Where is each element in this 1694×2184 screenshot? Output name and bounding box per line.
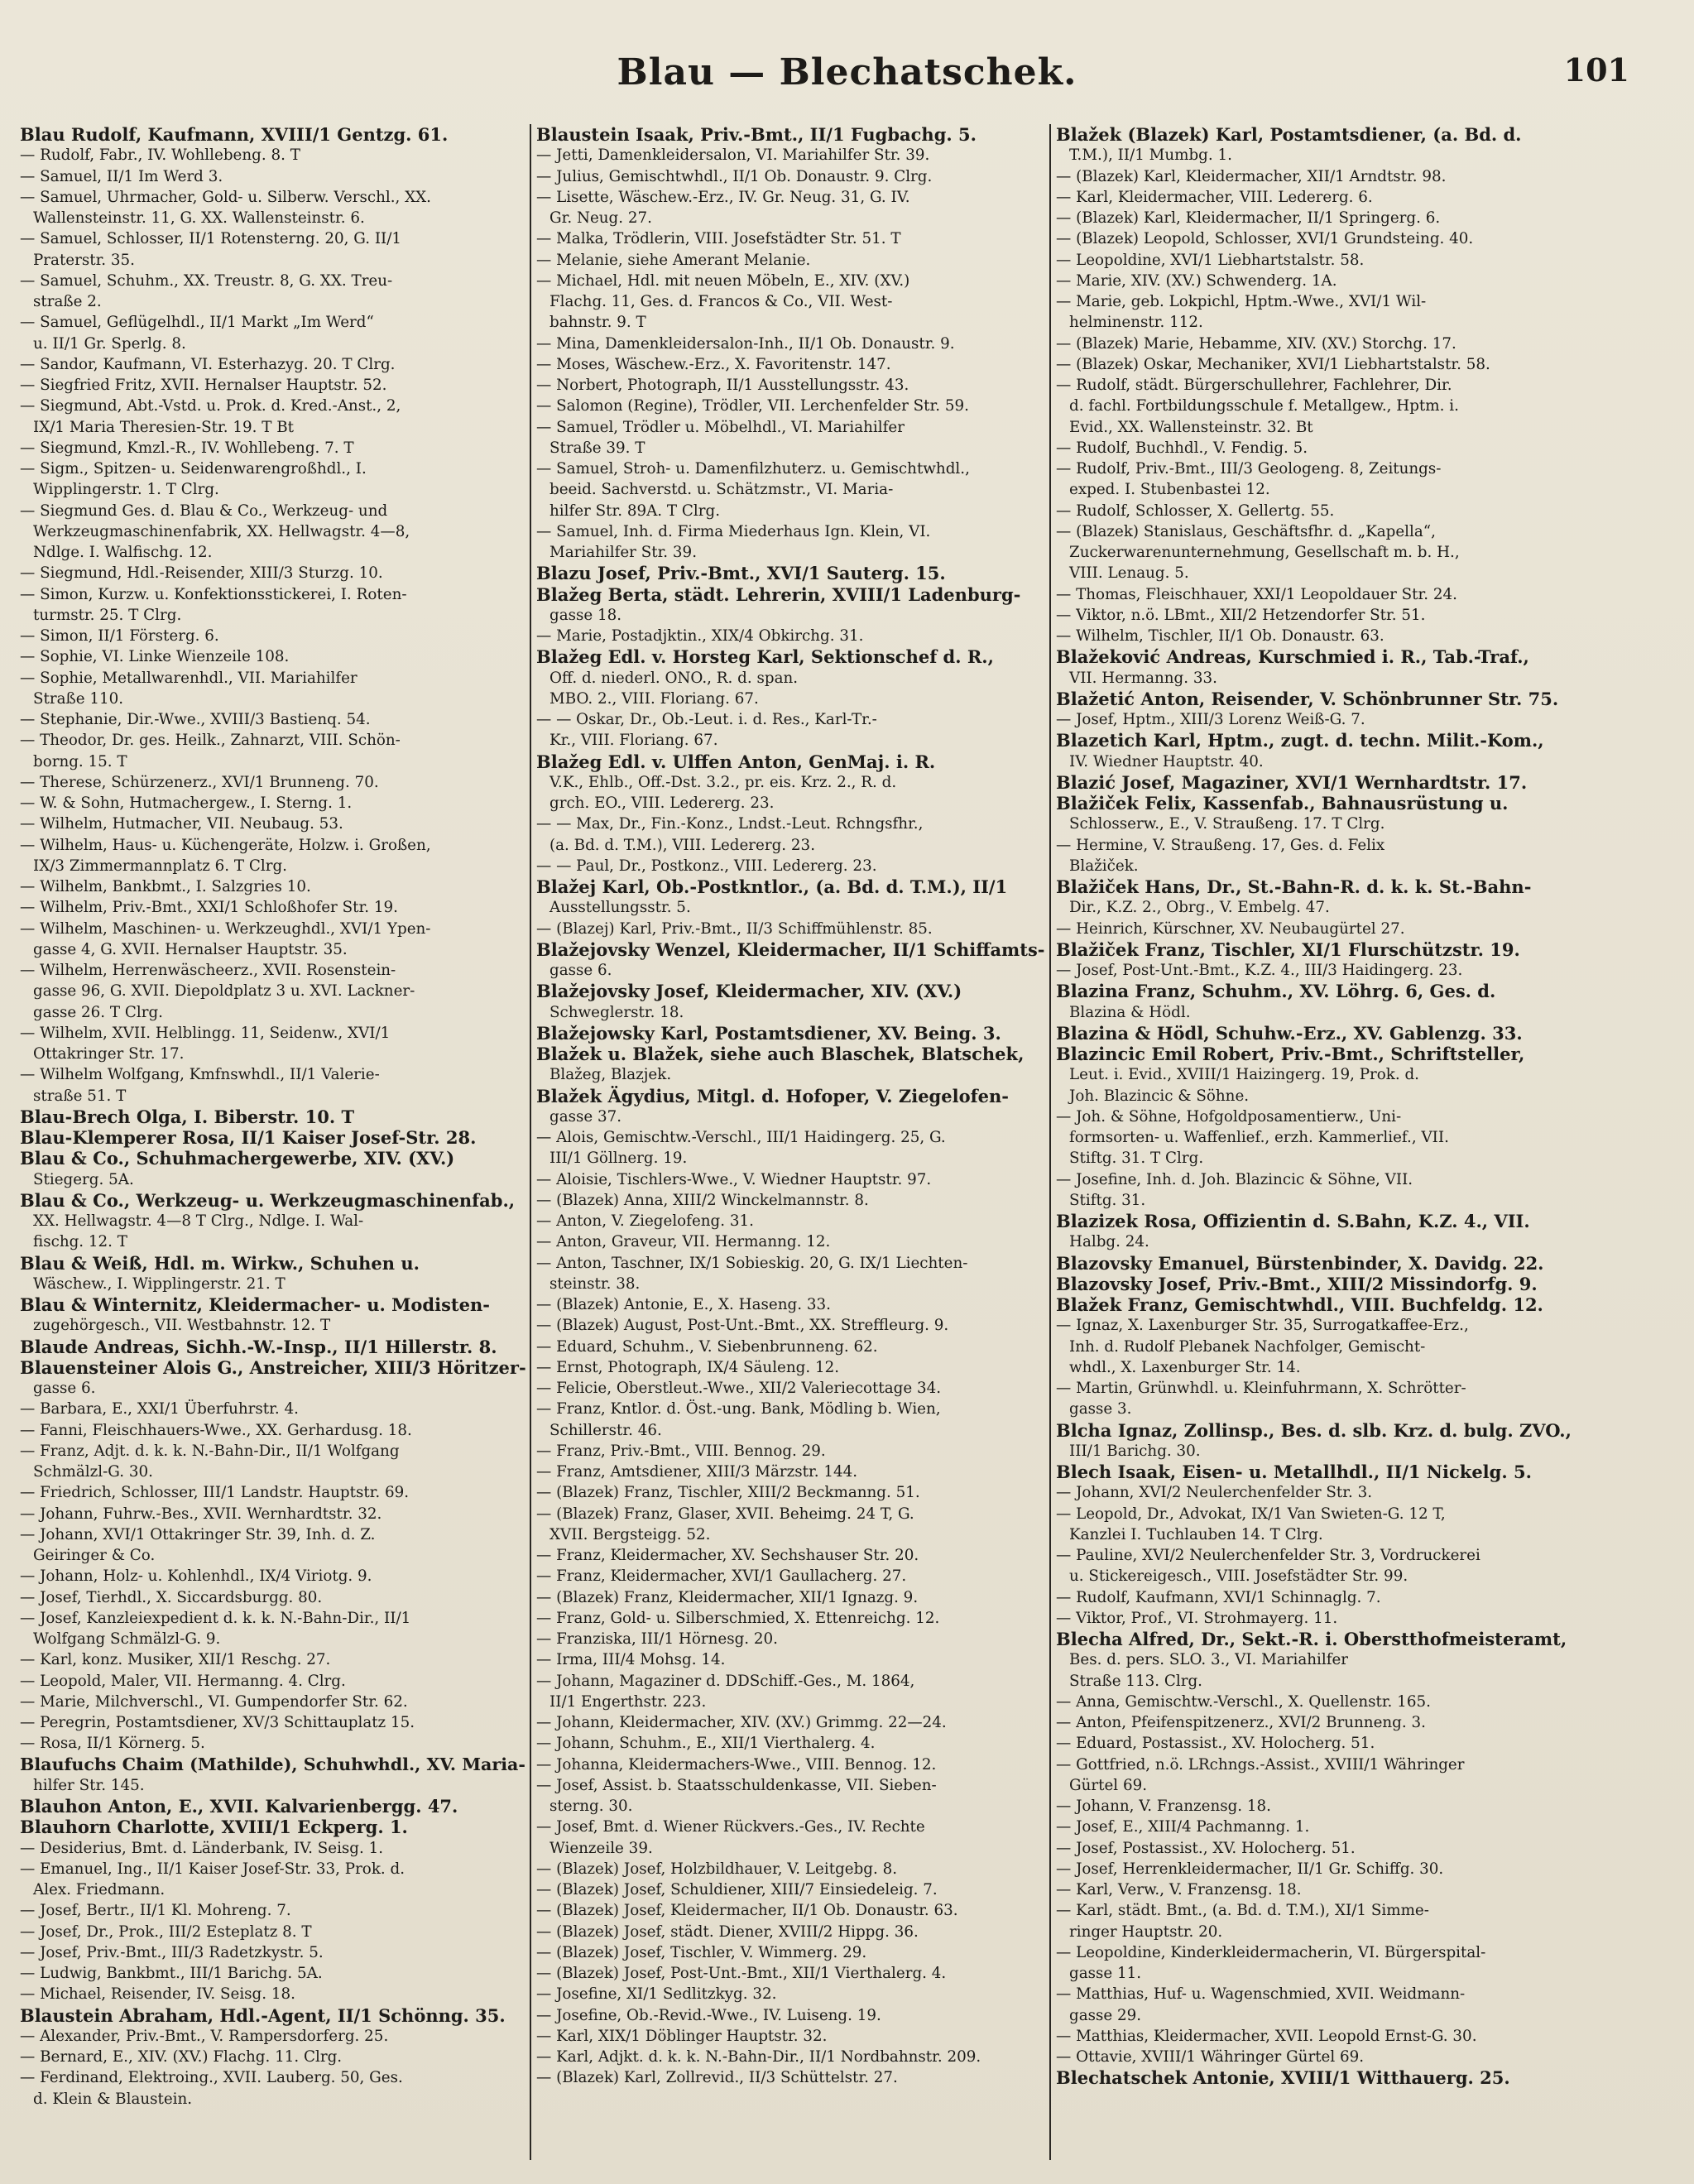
directory-entry: — Anton, Graveur, VII. Hermanng. 12. bbox=[536, 1233, 831, 1251]
directory-entry: — Simon, Kurzw. u. Konfektionsstickerei, I. Roten- bbox=[20, 585, 407, 603]
directory-entry-heading: Blau Rudolf, Kaufmann, XVIII/1 Gentzg. 61. bbox=[20, 124, 449, 145]
directory-entry-continuation: d. fachl. Fortbildungsschule f. Metallgew., Hptm. i. bbox=[1069, 397, 1459, 415]
directory-entry: — Marie, Milchverschl., VI. Gumpendorfer Str. 62. bbox=[20, 1692, 408, 1711]
directory-entry: — Ernst, Photograph, IX/4 Säuleng. 12. bbox=[536, 1358, 840, 1376]
directory-entry: — (Blazek) Marie, Hebamme, XIV. (XV.) Storchg. 17. bbox=[1056, 334, 1456, 353]
directory-entry: — Mina, Damenkleidersalon-Inh., II/1 Ob. Donaustr. 9. bbox=[536, 334, 955, 353]
directory-entry: — Alois, Gemischtw.-Verschl., III/1 Haidingerg. 25, G. bbox=[536, 1129, 946, 1146]
directory-entry: — Gottfried, n.ö. LRchngs.-Assist., XVIII/1 Währinger bbox=[1056, 1755, 1465, 1774]
directory-entry: — Rudolf, Priv.-Bmt., III/3 Geologeng. 8, Zeitungs- bbox=[1056, 460, 1442, 478]
directory-entry: — Josef, Dr., Prok., III/2 Esteplatz 8. T bbox=[20, 1922, 312, 1941]
directory-entry-heading: Blech Isaak, Eisen- u. Metallhdl., II/1 Nickelg. 5. bbox=[1056, 1462, 1532, 1482]
directory-entry-heading: Blažejowsky Karl, Postamtsdiener, XV. Being. 3. bbox=[536, 1022, 1001, 1044]
directory-entry: — Lisette, Wäschew.-Erz., IV. Gr. Neug. 31, G. IV. bbox=[536, 188, 910, 206]
directory-entry-heading: Blaude Andreas, Sichh.-W.-Insp., II/1 Hillerstr. 8. bbox=[20, 1336, 497, 1357]
directory-entry-continuation: straße 2. bbox=[33, 293, 102, 310]
directory-entry: — Anton, V. Ziegelofeng. 31. bbox=[536, 1212, 754, 1230]
directory-entry: — Wilhelm, Hutmacher, VII. Neubaug. 53. bbox=[20, 815, 343, 833]
directory-entry-continuation: ringer Hauptstr. 20. bbox=[1069, 1922, 1223, 1941]
directory-entry-heading: Blaufuchs Chaim (Mathilde), Schuhwhdl., XV. Maria- bbox=[20, 1754, 525, 1774]
directory-entry-continuation: grch. EO., VIII. Ledererg. 23. bbox=[549, 794, 775, 812]
directory-entry-heading: Blauhon Anton, E., XVII. Kalvarienbergg. 47. bbox=[20, 1796, 458, 1817]
directory-entry: — Josef, Priv.-Bmt., III/3 Radetzkystr. 5. bbox=[20, 1943, 324, 1961]
directory-entry-continuation: sterng. 30. bbox=[549, 1798, 633, 1815]
directory-entry: — Pauline, XVI/2 Neulerchenfelder Str. 3, Vordruckerei bbox=[1056, 1547, 1480, 1564]
directory-entry: — Michael, Reisender, IV. Seisg. 18. bbox=[20, 1985, 295, 2004]
directory-entry-continuation: Off. d. niederl. ONO., R. d. span. bbox=[549, 669, 799, 687]
directory-entry: — (Blazej) Karl, Priv.-Bmt., II/3 Schiffmühlenstr. 85. bbox=[536, 919, 933, 938]
directory-entry: — Johann, Kleidermacher, XIV. (XV.) Grimmg. 22—24. bbox=[536, 1714, 947, 1731]
directory-entry: — Franziska, III/1 Hörnesg. 20. bbox=[536, 1630, 778, 1648]
directory-entry-continuation: u. II/1 Gr. Sperlg. 8. bbox=[33, 334, 186, 353]
directory-entry: — Sigm., Spitzen- u. Seidenwarengroßhdl., I. bbox=[20, 460, 367, 478]
directory-entry-continuation: Mariahilfer Str. 39. bbox=[549, 544, 698, 561]
directory-entry-continuation: gasse 29. bbox=[1069, 2006, 1142, 2024]
directory-entry-continuation: Alex. Friedmann. bbox=[33, 1881, 166, 1898]
directory-entry-continuation: gasse 6. bbox=[549, 962, 612, 979]
directory-entry-continuation: borng. 15. T bbox=[33, 752, 127, 770]
directory-entry-continuation: Joh. Blazincic & Söhne. bbox=[1069, 1087, 1250, 1105]
directory-entry-heading: Blaustein Abraham, Hdl.-Agent, II/1 Schönng. 35. bbox=[20, 2004, 506, 2026]
directory-entry-continuation: Straße 110. bbox=[33, 689, 124, 708]
directory-entry: — Josef, Kanzleiexpedient d. k. k. N.-Bahn-Dir., II/1 bbox=[20, 1609, 411, 1627]
directory-entry: — (Blazek) Josef, Post-Unt.-Bmt., XII/1 Vierthalerg. 4. bbox=[536, 1965, 947, 1982]
directory-entry-heading: Blažeg Edl. v. Ulffen Anton, GenMaj. i. R. bbox=[536, 751, 936, 772]
directory-entry-heading: Blažiček Felix, Kassenfab., Bahnausrüstung u. bbox=[1056, 793, 1509, 814]
directory-entry: — Josefine, Ob.-Revid.-Wwe., IV. Luiseng. 19. bbox=[536, 2006, 881, 2024]
directory-entry-continuation: exped. I. Stubenbastei 12. bbox=[1069, 481, 1270, 499]
directory-entry: — Karl, Kleidermacher, VIII. Ledererg. 6. bbox=[1056, 188, 1373, 206]
directory-entry: — Malka, Trödlerin, VIII. Josefstädter Str. 51. T bbox=[536, 230, 901, 248]
directory-entry-continuation: d. Klein & Blaustein. bbox=[33, 2090, 193, 2108]
directory-entry: — (Blazek) Josef, Kleidermacher, II/1 Ob. Donaustr. 63. bbox=[536, 1902, 958, 1920]
directory-entry-continuation: gasse 18. bbox=[549, 606, 622, 624]
directory-entry-continuation: straße 51. T bbox=[33, 1087, 127, 1105]
directory-entry: — W. & Sohn, Hutmachergew., I. Sterng. 1. bbox=[20, 794, 353, 812]
directory-entry: — Anton, Taschner, IX/1 Sobieskig. 20, G. IX/1 Liechten- bbox=[536, 1254, 968, 1272]
directory-entry: — Karl, städt. Bmt., (a. Bd. d. T.M.), XI/1 Simme- bbox=[1056, 1902, 1429, 1920]
directory-entry-continuation: Wäschew., I. Wipplingerstr. 21. T bbox=[33, 1274, 286, 1293]
directory-entry-continuation: Schlosserw., E., V. Straußeng. 17. T Clrg. bbox=[1069, 815, 1385, 833]
directory-entry: — Josef, Postassist., XV. Holocherg. 51. bbox=[1056, 1839, 1356, 1857]
directory-entry: — — Paul, Dr., Postkonz., VIII. Ledererg. 23. bbox=[536, 857, 877, 875]
directory-entry: — (Blazek) Stanislaus, Geschäftsfhr. d. „Kapella“, bbox=[1056, 522, 1436, 540]
directory-entry: — Samuel, Inh. d. Firma Miederhaus Ign. Klein, VI. bbox=[536, 522, 931, 540]
directory-entry: — Karl, XIX/1 Döblinger Hauptstr. 32. bbox=[536, 2027, 828, 2045]
directory-entry-continuation: XVII. Bergsteigg. 52. bbox=[549, 1525, 711, 1543]
directory-entry: — Franz, Gold- u. Silberschmied, X. Ettenreichg. 12. bbox=[536, 1609, 940, 1627]
directory-entry-continuation: gasse 3. bbox=[1069, 1400, 1132, 1418]
directory-entry: — Matthias, Huf- u. Wagenschmied, XVII. Weidmann- bbox=[1056, 1985, 1466, 2004]
directory-entry-heading: Blažeković Andreas, Kurschmied i. R., Tab.-Traf., bbox=[1056, 646, 1529, 668]
directory-entry-heading: Blazizek Rosa, Offizientin d. S.Bahn, K.Z. 4., VII. bbox=[1056, 1211, 1530, 1231]
directory-entry-heading: Blazina & Hödl, Schuhw.-Erz., XV. Gablenzg. 33. bbox=[1056, 1022, 1523, 1044]
directory-entry: — Leopoldine, XVI/1 Liebhartstalstr. 58. bbox=[1056, 251, 1365, 269]
directory-entry: — Samuel, Trödler u. Möbelhdl., VI. Mariahilfer bbox=[536, 418, 905, 436]
directory-entry: — Salomon (Regine), Trödler, VII. Lerchenfelder Str. 59. bbox=[536, 397, 969, 415]
directory-entry-continuation: Inh. d. Rudolf Plebanek Nachfolger, Gemischt- bbox=[1069, 1337, 1426, 1356]
directory-entry: — (Blazek) Karl, Kleidermacher, II/1 Springerg. 6. bbox=[1056, 209, 1441, 227]
directory-entry: — Peregrin, Postamtsdiener, XV/3 Schittauplatz 15. bbox=[20, 1714, 415, 1731]
directory-entry: — Samuel, Schlosser, II/1 Rotensterng. 20, G. II/1 bbox=[20, 230, 402, 248]
directory-entry: — (Blazek) Josef, Holzbildhauer, V. Leitgebg. 8. bbox=[536, 1860, 898, 1878]
directory-entry: — Viktor, n.ö. LBmt., XII/2 Hetzendorfer Str. 51. bbox=[1056, 606, 1426, 624]
directory-entry: — Anton, Pfeifenspitzenerz., XVI/2 Brunneng. 3. bbox=[1056, 1714, 1426, 1731]
directory-entry-continuation: Blažeg, Blazjek. bbox=[549, 1066, 672, 1084]
directory-entry-continuation: Straße 39. T bbox=[549, 439, 645, 457]
directory-entry-continuation: formsorten- u. Waffenlief., erzh. Kammerlief., VII. bbox=[1069, 1129, 1449, 1146]
directory-entry: — Moses, Wäschew.-Erz., X. Favoritenstr. 147. bbox=[536, 355, 891, 373]
directory-entry: — Franz, Priv.-Bmt., VIII. Bennog. 29. bbox=[536, 1442, 826, 1460]
directory-entry: — Rudolf, Fabr., IV. Wohllebeng. 8. T bbox=[20, 146, 300, 165]
directory-entry-continuation: whdl., X. Laxenburger Str. 14. bbox=[1069, 1358, 1301, 1376]
directory-entry: — Franz, Amtsdiener, XIII/3 Märzstr. 144. bbox=[536, 1463, 858, 1481]
directory-entry-continuation: helminenstr. 112. bbox=[1069, 314, 1203, 332]
directory-entry-continuation: II/1 Engerthstr. 223. bbox=[549, 1692, 707, 1711]
directory-entry-heading: Blažejovsky Wenzel, Kleidermacher, II/1 Schiffamts- bbox=[536, 938, 1045, 960]
directory-entry: — Theodor, Dr. ges. Heilk., Zahnarzt, VIII. Schön- bbox=[20, 732, 401, 750]
directory-entry-continuation: hilfer Str. 145. bbox=[33, 1776, 145, 1794]
directory-entry: — Johann, Holz- u. Kohlenhdl., IX/4 Viriotg. 9. bbox=[20, 1567, 372, 1586]
directory-entry-continuation: Evid., XX. Wallensteinstr. 32. Bt bbox=[1069, 418, 1313, 436]
directory-entry-continuation: Wolfgang Schmälzl-G. 9. bbox=[33, 1630, 221, 1648]
directory-entry-continuation: Gr. Neug. 27. bbox=[549, 209, 652, 227]
directory-entry: — Karl, Verw., V. Franzensg. 18. bbox=[1056, 1881, 1302, 1898]
directory-entry-continuation: fischg. 12. T bbox=[33, 1233, 127, 1251]
directory-entry: — Rudolf, Kaufmann, XVI/1 Schinnaglg. 7. bbox=[1056, 1588, 1381, 1606]
directory-entry: — Siegmund, Abt.-Vstd. u. Prok. d. Kred.-Anst., 2, bbox=[20, 397, 401, 415]
directory-entry-heading: Blazetich Karl, Hptm., zugt. d. techn. Milit.-Kom., bbox=[1056, 730, 1544, 751]
directory-entry: — (Blazek) August, Post-Unt.-Bmt., XX. Streffleurg. 9. bbox=[536, 1317, 949, 1335]
directory-entry: — Samuel, Uhrmacher, Gold- u. Silberw. Verschl., XX. bbox=[20, 188, 431, 206]
directory-entry-continuation: beeid. Sachverstd. u. Schätzmstr., VI. Maria- bbox=[549, 481, 894, 499]
directory-entry: — Thomas, Fleischhauer, XXI/1 Leopoldauer Str. 24. bbox=[1056, 585, 1457, 603]
directory-entry: — Therese, Schürzenerz., XVI/1 Brunneng. 70. bbox=[20, 773, 379, 791]
directory-entry-heading: Blauhorn Charlotte, XVIII/1 Eckperg. 1. bbox=[20, 1817, 408, 1838]
directory-entry-continuation: Gürtel 69. bbox=[1069, 1776, 1148, 1794]
directory-entry: — Josef, Bmt. d. Wiener Rückvers.-Ges., IV. Rechte bbox=[536, 1818, 925, 1836]
directory-entry: — Franz, Kleidermacher, XV. Sechshauser Str. 20. bbox=[536, 1547, 919, 1564]
directory-entry: — Johanna, Kleidermachers-Wwe., VIII. Bennog. 12. bbox=[536, 1755, 937, 1774]
directory-entry-continuation: Stiftg. 31. T Clrg. bbox=[1069, 1150, 1204, 1168]
directory-entry-continuation: zugehörgesch., VII. Westbahnstr. 12. T bbox=[33, 1317, 331, 1335]
directory-entry-continuation: MBO. 2., VIII. Floriang. 67. bbox=[549, 689, 759, 708]
directory-entry: — Wilhelm, Tischler, II/1 Ob. Donaustr. 63. bbox=[1056, 627, 1384, 645]
directory-entry: — Josef, Tierhdl., X. Siccardsburgg. 80. bbox=[20, 1588, 323, 1606]
directory-entry: — Samuel, Geflügelhdl., II/1 Markt „Im Werd“ bbox=[20, 314, 374, 332]
directory-entry: — Johann, Magaziner d. DDSchiff.-Ges., M. 1864, bbox=[536, 1672, 915, 1690]
directory-entry: — Bernard, E., XIV. (XV.) Flachg. 11. Clrg. bbox=[20, 2048, 343, 2066]
directory-entry-heading: Blažek (Blazek) Karl, Postamtsdiener, (a. Bd. d. bbox=[1056, 124, 1522, 145]
directory-entry: — (Blazek) Oskar, Mechaniker, XVI/1 Liebhartstalstr. 58. bbox=[1056, 355, 1490, 373]
directory-entry-heading: Blaustein Isaak, Priv.-Bmt., II/1 Fugbachg. 5. bbox=[536, 124, 977, 145]
directory-entry: — (Blazek) Karl, Zollrevid., II/3 Schüttelstr. 27. bbox=[536, 2069, 898, 2087]
directory-entry-heading: Blazincic Emil Robert, Priv.-Bmt., Schriftsteller, bbox=[1056, 1044, 1525, 1064]
directory-entry-heading: Blau & Weiß, Hdl. m. Wirkw., Schuhen u. bbox=[20, 1252, 420, 1274]
directory-entry-continuation: V.K., Ehlb., Off.-Dst. 3.2., pr. eis. Krz. 2., R. d. bbox=[549, 773, 897, 791]
directory-entry: — Rosa, II/1 Körnerg. 5. bbox=[20, 1735, 205, 1753]
directory-entry: — Marie, XIV. (XV.) Schwenderg. 1A. bbox=[1056, 271, 1337, 290]
directory-entry: — Ottavie, XVIII/1 Währinger Gürtel 69. bbox=[1056, 2048, 1365, 2066]
directory-entry: — (Blazek) Josef, Schuldiener, XIII/7 Einsiedeleig. 7. bbox=[536, 1881, 938, 1898]
directory-entry-heading: Blau-Klemperer Rosa, II/1 Kaiser Josef-Str. 28. bbox=[20, 1127, 477, 1148]
directory-entry-continuation: Praterstr. 35. bbox=[33, 251, 135, 269]
directory-entry-heading: Blau & Winternitz, Kleidermacher- u. Modisten- bbox=[20, 1294, 490, 1315]
directory-entry-heading: Blauensteiner Alois G., Anstreicher, XIII/3 Höritzer- bbox=[20, 1356, 526, 1378]
directory-entry-heading: Blažek u. Blažek, siehe auch Blaschek, Blatschek, bbox=[536, 1044, 1025, 1064]
directory-entry: — Irma, III/4 Mohsg. 14. bbox=[536, 1651, 726, 1669]
directory-entry-continuation: Ausstellungsstr. 5. bbox=[549, 899, 691, 917]
directory-entry-continuation: Stiftg. 31. bbox=[1069, 1191, 1146, 1209]
directory-entry-heading: Blau & Co., Schuhmachergewerbe, XIV. (XV.) bbox=[20, 1148, 455, 1169]
directory-entry: — Viktor, Prof., VI. Strohmayerg. 11. bbox=[1056, 1609, 1338, 1627]
directory-entry-continuation: u. Stickereigesch., VIII. Josefstädter Str. 99. bbox=[1069, 1567, 1408, 1586]
directory-entry-continuation: Wienzeile 39. bbox=[549, 1839, 653, 1857]
directory-entry: — Franz, Kntlor. d. Öst.-ung. Bank, Mödling b. Wien, bbox=[536, 1400, 941, 1418]
directory-entry-heading: Blazu Josef, Priv.-Bmt., XVI/1 Sauterg. 15. bbox=[536, 563, 946, 584]
directory-entry-heading: Blažiček Franz, Tischler, XI/1 Flurschützstr. 19. bbox=[1056, 938, 1520, 960]
directory-entry-heading: Blazić Josef, Magaziner, XVI/1 Wernhardtstr. 17. bbox=[1056, 771, 1528, 793]
directory-entry: — Leopoldine, Kinderkleidermacherin, VI. Bürgerspital- bbox=[1056, 1943, 1486, 1961]
directory-entry: — Johann, Fuhrw.-Bes., XVII. Wernhardtstr. 32. bbox=[20, 1505, 382, 1523]
directory-entry: — Jetti, Damenkleidersalon, VI. Mariahilfer Str. 39. bbox=[536, 146, 930, 165]
directory-entry-continuation: Kr., VIII. Floriang. 67. bbox=[549, 732, 718, 750]
directory-entry: — Siegmund, Kmzl.-R., IV. Wohllebeng. 7. T bbox=[20, 439, 354, 457]
directory-entry: — Ignaz, X. Laxenburger Str. 35, Surrogatkaffee-Erz., bbox=[1056, 1317, 1469, 1335]
directory-entry-continuation: Zuckerwarenunternehmung, Gesellschaft m. b. H., bbox=[1069, 544, 1460, 561]
directory-entry: — (Blazek) Franz, Tischler, XIII/2 Beckmanng. 51. bbox=[536, 1484, 920, 1502]
directory-entry: — Franz, Adjt. d. k. k. N.-Bahn-Dir., II/1 Wolfgang bbox=[20, 1442, 400, 1460]
directory-entry: — Josef, Bertr., II/1 Kl. Mohreng. 7. bbox=[20, 1902, 291, 1920]
directory-entry-heading: Blažek Franz, Gemischtwhdl., VIII. Buchfeldg. 12. bbox=[1056, 1294, 1543, 1315]
directory-entry-heading: Blazovsky Josef, Priv.-Bmt., XIII/2 Missindorfg. 9. bbox=[1056, 1273, 1538, 1294]
directory-entry: — Johann, V. Franzensg. 18. bbox=[1056, 1798, 1271, 1815]
directory-entry: — Felicie, Oberstleut.-Wwe., XII/2 Valeriecottage 34. bbox=[536, 1380, 942, 1397]
directory-entry-heading: Blažetić Anton, Reisender, V. Schönbrunner Str. 75. bbox=[1056, 688, 1559, 709]
column-divider bbox=[1049, 124, 1051, 2160]
directory-entry: — (Blazek) Josef, Tischler, V. Wimmerg. 29. bbox=[536, 1943, 867, 1961]
directory-entry: — Karl, konz. Musiker, XII/1 Reschg. 27. bbox=[20, 1651, 331, 1669]
directory-entry: — Josef, E., XIII/4 Pachmanng. 1. bbox=[1056, 1818, 1310, 1836]
directory-entry: — Siegmund, Hdl.-Reisender, XIII/3 Sturzg. 10. bbox=[20, 564, 383, 583]
directory-entry-continuation: VIII. Lenaug. 5. bbox=[1069, 564, 1189, 583]
directory-entry: — Wilhelm, Bankbmt., I. Salzgries 10. bbox=[20, 878, 311, 895]
directory-entry: — Joh. & Söhne, Hofgoldposamentierw., Uni- bbox=[1056, 1107, 1402, 1126]
directory-entry: — Samuel, Schuhm., XX. Treustr. 8, G. XX. Treu- bbox=[20, 271, 393, 290]
directory-entry-continuation: Wallensteinstr. 11, G. XX. Wallensteinstr. 6. bbox=[33, 209, 365, 227]
directory-entry: — Johann, XVI/1 Ottakringer Str. 39, Inh. d. Z. bbox=[20, 1525, 376, 1543]
directory-entry: — Hermine, V. Straußeng. 17, Ges. d. Felix bbox=[1056, 836, 1385, 854]
directory-entry: — Wilhelm, Priv.-Bmt., XXI/1 Schloßhofer Str. 19. bbox=[20, 899, 398, 917]
directory-column-3 bbox=[1056, 124, 1586, 2160]
directory-entry: — Wilhelm Wolfgang, Kmfnswhdl., II/1 Valerie- bbox=[20, 1066, 380, 1084]
directory-entry: — — Oskar, Dr., Ob.-Leut. i. d. Res., Karl-Tr.- bbox=[536, 711, 877, 728]
directory-entry: — Sophie, Metallwarenhdl., VII. Mariahilfer bbox=[20, 669, 358, 687]
directory-entry-continuation: Werkzeugmaschinenfabrik, XX. Hellwagstr. 4—8, bbox=[33, 522, 410, 540]
directory-entry: — (Blazek) Leopold, Schlosser, XVI/1 Grundsteing. 40. bbox=[1056, 230, 1474, 248]
directory-entry-continuation: Halbg. 24. bbox=[1069, 1233, 1149, 1251]
directory-entry: — Leopold, Maler, VII. Hermanng. 4. Clrg. bbox=[20, 1672, 346, 1690]
directory-entry-heading: Blau & Co., Werkzeug- u. Werkzeugmaschinenfab., bbox=[20, 1189, 516, 1211]
directory-entry: — Simon, II/1 Försterg. 6. bbox=[20, 627, 219, 645]
directory-entry: — Norbert, Photograph, II/1 Ausstellungsstr. 43. bbox=[536, 377, 909, 394]
directory-entry: — Johann, XVI/2 Neulerchenfelder Str. 3. bbox=[1056, 1484, 1373, 1502]
directory-entry-continuation: IX/1 Maria Theresien-Str. 19. T Bt bbox=[33, 418, 294, 436]
directory-entry: — Siegfried Fritz, XVII. Hernalser Hauptstr. 52. bbox=[20, 377, 387, 394]
directory-entry: — Julius, Gemischtwhdl., II/1 Ob. Donaustr. 9. Clrg. bbox=[536, 167, 933, 185]
directory-entry-continuation: III/1 Göllnerg. 19. bbox=[549, 1150, 688, 1168]
directory-entry-continuation: Stiegerg. 5A. bbox=[33, 1170, 134, 1188]
directory-entry: — Josef, Assist. b. Staatsschuldenkasse, VII. Sieben- bbox=[536, 1776, 937, 1794]
directory-entry-continuation: III/1 Barichg. 30. bbox=[1069, 1442, 1201, 1460]
directory-entry: — — Max, Dr., Fin.-Konz., Lndst.-Leut. Rchngsfhr., bbox=[536, 815, 924, 833]
directory-entry-continuation: turmstr. 25. T Clrg. bbox=[33, 606, 182, 624]
directory-entry: — Sandor, Kaufmann, VI. Esterhazyg. 20. T Clrg. bbox=[20, 355, 396, 373]
directory-entry-continuation: Flachg. 11, Ges. d. Francos & Co., VII. West- bbox=[549, 293, 893, 310]
column-divider bbox=[530, 124, 531, 2160]
directory-entry: — Josefine, XI/1 Sedlitzkyg. 32. bbox=[536, 1985, 777, 2004]
directory-entry: — Wilhelm, Herrenwäscheerz., XVII. Rosenstein- bbox=[20, 962, 396, 979]
directory-entry: — Josef, Herrenkleidermacher, II/1 Gr. Schiffg. 30. bbox=[1056, 1860, 1444, 1878]
directory-entry: — Karl, Adjkt. d. k. k. N.-Bahn-Dir., II/1 Nordbahnstr. 209. bbox=[536, 2048, 981, 2066]
directory-entry-continuation: T.M.), II/1 Mumbg. 1. bbox=[1069, 146, 1232, 165]
directory-entry-continuation: gasse 4, G. XVII. Hernalser Hauptstr. 35. bbox=[33, 940, 348, 958]
directory-entry-heading: Blcha Ignaz, Zollinsp., Bes. d. slb. Krz. d. bulg. ZVO., bbox=[1056, 1419, 1572, 1441]
directory-entry: — Rudolf, Buchhdl., V. Fendig. 5. bbox=[1056, 439, 1308, 457]
directory-entry: — Samuel, Stroh- u. Damenfilzhuterz. u. Gemischtwhdl., bbox=[536, 460, 970, 478]
directory-entry-continuation: gasse 37. bbox=[549, 1107, 622, 1126]
directory-entry: — Wilhelm, Maschinen- u. Werkzeughdl., XVI/1 Ypen- bbox=[20, 919, 431, 938]
directory-entry-heading: Blažeg Berta, städt. Lehrerin, XVIII/1 Ladenburg- bbox=[536, 583, 1021, 605]
directory-entry-continuation: XX. Hellwagstr. 4—8 T Clrg., Ndlge. I. Wal- bbox=[33, 1212, 364, 1230]
directory-entry: — Emanuel, Ing., II/1 Kaiser Josef-Str. 33, Prok. d. bbox=[20, 1860, 406, 1878]
directory-entry-continuation: bahnstr. 9. T bbox=[549, 314, 646, 332]
directory-entry-continuation: IV. Wiedner Hauptstr. 40. bbox=[1069, 752, 1264, 770]
directory-entry-continuation: steinstr. 38. bbox=[549, 1274, 641, 1293]
directory-entry: — Johann, Schuhm., E., XII/1 Vierthalerg. 4. bbox=[536, 1735, 876, 1753]
directory-entry: — Eduard, Postassist., XV. Holocherg. 51. bbox=[1056, 1735, 1375, 1753]
directory-entry: — Melanie, siehe Amerant Melanie. bbox=[536, 251, 811, 269]
directory-entry-continuation: Kanzlei I. Tuchlauben 14. T Clrg. bbox=[1069, 1525, 1323, 1543]
directory-entry: — (Blazek) Antonie, E., X. Haseng. 33. bbox=[536, 1296, 831, 1313]
directory-entry: — Michael, Hdl. mit neuen Möbeln, E., XIV. (XV.) bbox=[536, 271, 910, 290]
directory-entry-heading: Blazovsky Emanuel, Bürstenbinder, X. Davidg. 22. bbox=[1056, 1252, 1544, 1274]
directory-entry: — Stephanie, Dir.-Wwe., XVIII/3 Bastienq. 54. bbox=[20, 711, 371, 728]
directory-entry-heading: Blechatschek Antonie, XVIII/1 Witthauerg. 25. bbox=[1056, 2067, 1510, 2089]
directory-entry-continuation: Schweglerstr. 18. bbox=[549, 1003, 684, 1021]
directory-entry-continuation: VII. Hermanng. 33. bbox=[1069, 669, 1217, 687]
directory-entry: — Matthias, Kleidermacher, XVII. Leopold Ernst-G. 30. bbox=[1056, 2027, 1477, 2045]
directory-entry-continuation: gasse 96, G. XVII. Diepoldplatz 3 u. XVI. Lackner- bbox=[33, 982, 415, 1001]
directory-entry: — Heinrich, Kürschner, XV. Neubaugürtel 27. bbox=[1056, 919, 1405, 938]
directory-entry: — Wilhelm, XVII. Helblingg. 11, Seidenw., XVI/1 bbox=[20, 1024, 391, 1042]
page-header-title: Blau — Blechatschek. bbox=[617, 51, 1077, 94]
directory-entry: — Josefine, Inh. d. Joh. Blazincic & Söhne, VII. bbox=[1056, 1170, 1413, 1188]
directory-entry-heading: Blažeg Edl. v. Horsteg Karl, Sektionschef d. R., bbox=[536, 646, 994, 668]
directory-entry: — Rudolf, Schlosser, X. Gellertg. 55. bbox=[1056, 502, 1335, 520]
directory-entry: — Josef, Hptm., XIII/3 Lorenz Weiß-G. 7. bbox=[1056, 711, 1365, 728]
directory-entry-heading: Blažiček Hans, Dr., St.-Bahn-R. d. k. k. St.-Bahn- bbox=[1056, 876, 1532, 897]
directory-entry: — Aloisie, Tischlers-Wwe., V. Wiedner Hauptstr. 97. bbox=[536, 1170, 932, 1188]
directory-entry: — Franz, Kleidermacher, XVI/1 Gaullacherg. 27. bbox=[536, 1567, 907, 1586]
directory-entry: — (Blazek) Anna, XIII/2 Winckelmannstr. 8. bbox=[536, 1191, 869, 1209]
directory-entry: — Wilhelm, Haus- u. Küchengeräte, Holzw. i. Großen, bbox=[20, 836, 431, 854]
directory-column-2 bbox=[536, 124, 1045, 2160]
directory-entry: — Anna, Gemischtw.-Verschl., X. Quellenstr. 165. bbox=[1056, 1692, 1431, 1711]
directory-entry: — Alexander, Priv.-Bmt., V. Rampersdorferg. 25. bbox=[20, 2027, 389, 2045]
directory-entry-heading: Blecha Alfred, Dr., Sekt.-R. i. Oberstthofmeisteramt, bbox=[1056, 1629, 1567, 1649]
directory-entry-continuation: gasse 6. bbox=[33, 1380, 96, 1397]
directory-entry: — (Blazek) Franz, Glaser, XVII. Beheimg. 24 T, G. bbox=[536, 1505, 914, 1523]
directory-entry: — (Blazek) Josef, städt. Diener, XVIII/2 Hippg. 36. bbox=[536, 1922, 919, 1941]
directory-entry: — Eduard, Schuhm., V. Siebenbrunneng. 62. bbox=[536, 1337, 878, 1356]
directory-entry: — (Blazek) Franz, Kleidermacher, XII/1 Ignazg. 9. bbox=[536, 1588, 919, 1606]
directory-entry: — Fanni, Fleischhauers-Wwe., XX. Gerhardusg. 18. bbox=[20, 1421, 412, 1439]
directory-entry: — Friedrich, Schlosser, III/1 Landstr. Hauptstr. 69. bbox=[20, 1484, 410, 1502]
directory-entry-heading: Blažek Ägydius, Mitgl. d. Hofoper, V. Ziegelofen- bbox=[536, 1085, 1009, 1106]
directory-entry: — Siegmund Ges. d. Blau & Co., Werkzeug- und bbox=[20, 502, 388, 520]
directory-entry-continuation: Schmälzl-G. 30. bbox=[33, 1463, 153, 1481]
directory-entry-continuation: Blažiček. bbox=[1069, 857, 1139, 875]
page-number: 101 bbox=[1563, 51, 1629, 89]
directory-entry: — Marie, geb. Lokpichl, Hptm.-Wwe., XVI/1 Wil- bbox=[1056, 293, 1427, 310]
directory-entry-continuation: hilfer Str. 89A. T Clrg. bbox=[549, 502, 721, 520]
directory-entry: — Desiderius, Bmt. d. Länderbank, IV. Seisg. 1. bbox=[20, 1839, 384, 1857]
directory-entry: — Ferdinand, Elektroing., XVII. Lauberg. 50, Ges. bbox=[20, 2069, 403, 2087]
directory-entry: — Samuel, II/1 Im Werd 3. bbox=[20, 167, 223, 185]
directory-entry-continuation: Ndlge. I. Walfischg. 12. bbox=[33, 544, 213, 561]
directory-entry-continuation: Wipplingerstr. 1. T Clrg. bbox=[33, 481, 219, 499]
directory-entry: — (Blazek) Karl, Kleidermacher, XII/1 Arndtstr. 98. bbox=[1056, 167, 1447, 185]
directory-entry-continuation: Bes. d. pers. SLO. 3., VI. Mariahilfer bbox=[1069, 1651, 1349, 1669]
directory-entry: — Martin, Grünwhdl. u. Kleinfuhrmann, X. Schrötter- bbox=[1056, 1380, 1466, 1397]
directory-entry-continuation: Schillerstr. 46. bbox=[549, 1421, 662, 1439]
directory-entry-continuation: Dir., K.Z. 2., Obrg., V. Embelg. 47. bbox=[1069, 899, 1330, 917]
directory-entry-continuation: Leut. i. Evid., XVIII/1 Haizingerg. 19, Prok. d. bbox=[1069, 1066, 1419, 1084]
directory-entry-continuation: gasse 11. bbox=[1069, 1965, 1142, 1982]
directory-entry-heading: Blazina Franz, Schuhm., XV. Löhrg. 6, Ges. d. bbox=[1056, 981, 1496, 1002]
directory-entry-continuation: Blazina & Hödl. bbox=[1069, 1003, 1191, 1021]
directory-entry-continuation: Geiringer & Co. bbox=[33, 1547, 156, 1564]
directory-entry: — Leopold, Dr., Advokat, IX/1 Van Swieten-G. 12 T, bbox=[1056, 1505, 1446, 1523]
directory-entry-heading: Blau-Brech Olga, I. Biberstr. 10. T bbox=[20, 1106, 355, 1127]
directory-entry: — Barbara, E., XXI/1 Überfuhrstr. 4. bbox=[20, 1400, 299, 1418]
directory-entry: — Sophie, VI. Linke Wienzeile 108. bbox=[20, 648, 290, 666]
directory-entry: — Ludwig, Bankbmt., III/1 Barichg. 5A. bbox=[20, 1965, 323, 1982]
directory-entry-continuation: IX/3 Zimmermannplatz 6. T Clrg. bbox=[33, 857, 287, 875]
directory-entry-heading: Blažejovsky Josef, Kleidermacher, XIV. (XV.) bbox=[536, 981, 962, 1002]
directory-entry-continuation: (a. Bd. d. T.M.), VIII. Ledererg. 23. bbox=[549, 836, 816, 854]
directory-entry: — Rudolf, städt. Bürgerschullehrer, Fachlehrer, Dir. bbox=[1056, 377, 1452, 394]
directory-column-1 bbox=[20, 124, 526, 2160]
directory-entry-continuation: Ottakringer Str. 17. bbox=[33, 1045, 185, 1063]
directory-entry-continuation: Straße 113. Clrg. bbox=[1069, 1672, 1202, 1690]
directory-entry-continuation: gasse 26. T Clrg. bbox=[33, 1003, 163, 1021]
directory-entry-heading: Blažej Karl, Ob.-Postkntlor., (a. Bd. d. T.M.), II/1 bbox=[536, 876, 1008, 897]
directory-entry: — Marie, Postadjktin., XIX/4 Obkirchg. 31. bbox=[536, 627, 864, 645]
directory-entry: — Josef, Post-Unt.-Bmt., K.Z. 4., III/3 Haidingerg. 23. bbox=[1056, 962, 1463, 979]
